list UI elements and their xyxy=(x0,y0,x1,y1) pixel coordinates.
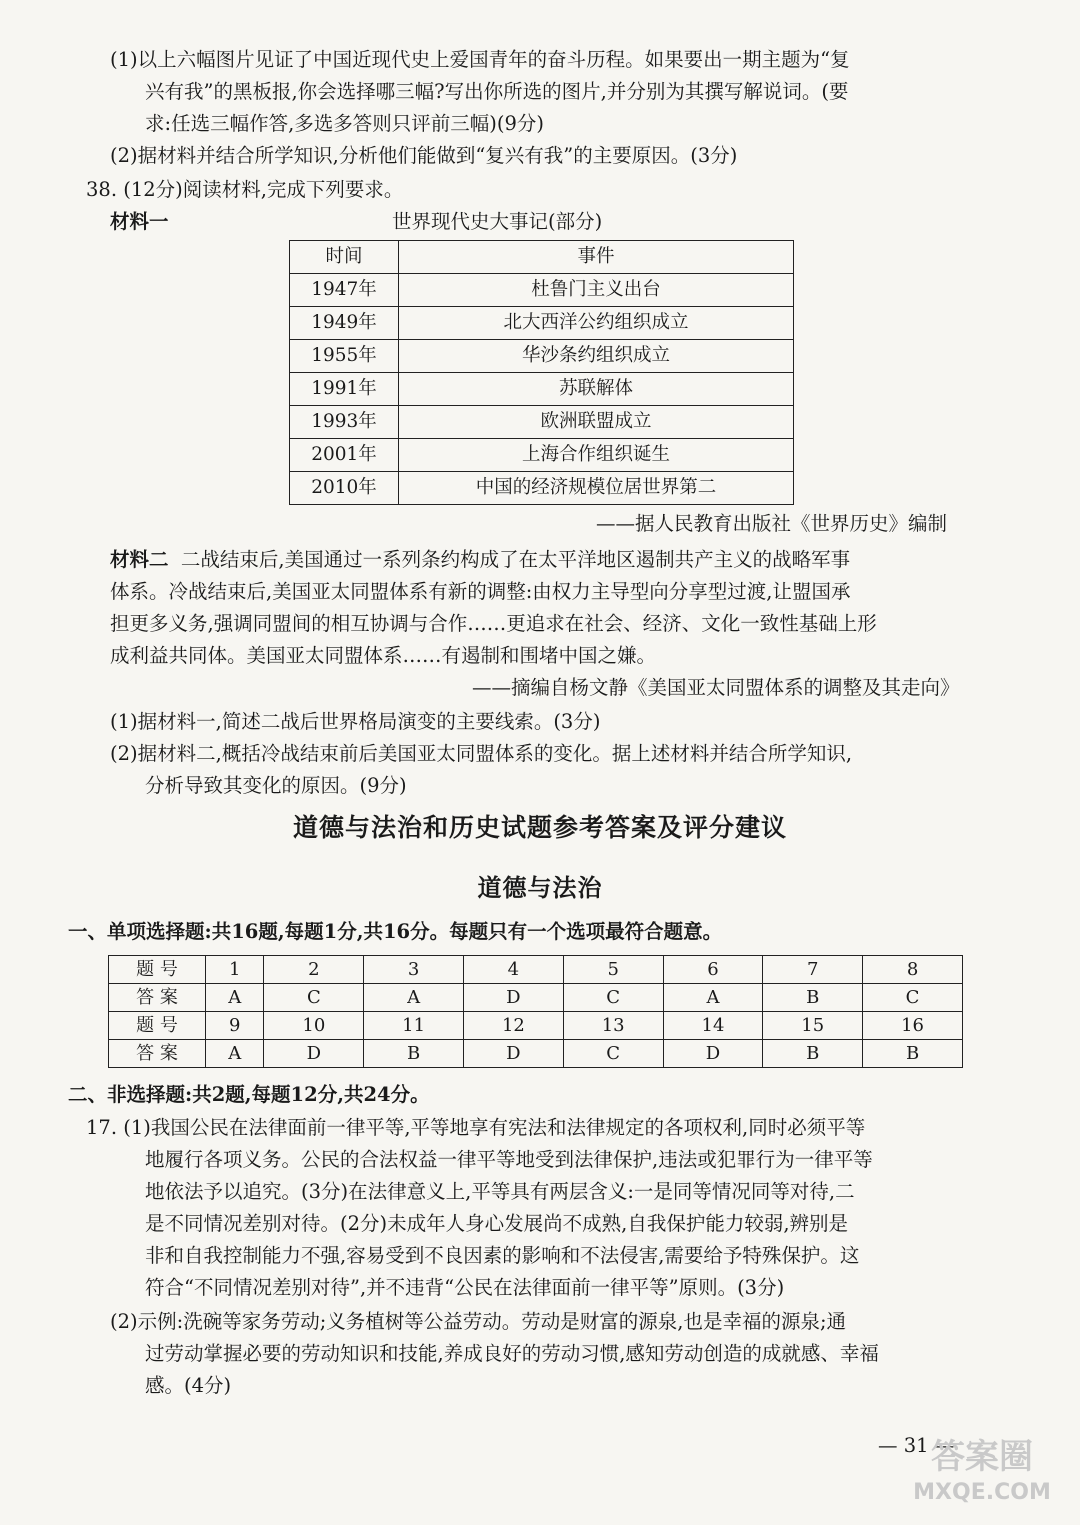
question-number: 6 xyxy=(663,956,763,984)
events-header-row xyxy=(290,241,794,274)
event-year: 2001年 xyxy=(290,439,399,472)
event-year: 1955年 xyxy=(290,340,399,373)
q38-sub2-line1: (2)据材料二,概括冷战结束前后美国亚太同盟体系的变化。据上述材料并结合所学知识, xyxy=(110,742,853,765)
question-number: 3 xyxy=(364,956,464,984)
answer-letter: A xyxy=(206,984,264,1012)
answer-key-subject: 道德与法治 xyxy=(477,873,603,902)
event-name: 欧洲联盟成立 xyxy=(399,406,794,439)
watermark-logo-text: 答案圈 xyxy=(931,1437,1033,1477)
answer-letter: D xyxy=(663,1040,763,1068)
table-row xyxy=(290,406,794,439)
material-one-label: 材料一 xyxy=(110,210,169,233)
row-label: 题 号 xyxy=(109,1012,206,1040)
event-name: 华沙条约组织成立 xyxy=(399,340,794,373)
event-name: 中国的经济规模位居世界第二 xyxy=(399,472,794,505)
q17-line6: 符合“不同情况差别对待”,并不违背“公民在法律面前一律平等”原则。(3分) xyxy=(145,1276,785,1299)
q37-part1-line2: 兴有我”的黑板报,你会选择哪三幅?写出你所选的图片,并分别为其撰写解说词。(要 xyxy=(145,80,849,103)
q37-part2: (2)据材料并结合所学知识,分析他们能做到“复兴有我”的主要原因。(3分) xyxy=(110,144,738,167)
answer-letter: B xyxy=(763,984,863,1012)
event-name: 上海合作组织诞生 xyxy=(399,439,794,472)
question-number: 9 xyxy=(206,1012,264,1040)
answer-letter: A xyxy=(364,984,464,1012)
question-number: 12 xyxy=(464,1012,564,1040)
material-one-source: ——据人民教育出版社《世界历史》编制 xyxy=(596,512,948,535)
q17-line5: 非和自我控制能力不强,容易受到不良因素的影响和不法侵害,需要给予特殊保护。这 xyxy=(145,1244,860,1267)
table-row xyxy=(290,307,794,340)
table-row xyxy=(290,439,794,472)
question-number: 8 xyxy=(863,956,963,984)
q38-sub1: (1)据材料一,简述二战后世界格局演变的主要线索。(3分) xyxy=(110,710,601,733)
answer-letter: B xyxy=(863,1040,963,1068)
answer-letter: A xyxy=(663,984,763,1012)
answer-letter: C xyxy=(863,984,963,1012)
answer-letter: C xyxy=(563,984,663,1012)
question-number: 5 xyxy=(563,956,663,984)
q37-part1-line1: (1)以上六幅图片见证了中国近现代史上爱国青年的奋斗历程。如果要出一期主题为“复 xyxy=(110,48,850,71)
event-year: 1947年 xyxy=(290,274,399,307)
answer-letter: A xyxy=(206,1040,264,1068)
header-time: 时间 xyxy=(290,241,399,274)
q37-part1-line3: 求:任选三幅作答,多选多答则只评前三幅)(9分) xyxy=(145,112,544,135)
answer-key-title: 道德与法治和历史试题参考答案及评分建议 xyxy=(292,813,787,842)
answer-letter: D xyxy=(264,1040,364,1068)
section-one-heading: 一、单项选择题:共16题,每题1分,共16分。每题只有一个选项最符合题意。 xyxy=(68,920,723,943)
answer-letter: C xyxy=(563,1040,663,1068)
event-name: 北大西洋公约组织成立 xyxy=(399,307,794,340)
question-number: 10 xyxy=(264,1012,364,1040)
table-row xyxy=(290,274,794,307)
section-two-heading: 二、非选择题:共2题,每题12分,共24分。 xyxy=(68,1083,430,1106)
material-two-label: 材料二 xyxy=(110,548,169,571)
watermark-logo xyxy=(902,1435,1062,1515)
events-table xyxy=(289,240,794,505)
question-number: 15 xyxy=(763,1012,863,1040)
material-two-line4: 成利益共同体。美国亚太同盟体系……有遏制和围堵中国之嫌。 xyxy=(110,644,657,667)
question-number: 16 xyxy=(863,1012,963,1040)
header-event: 事件 xyxy=(399,241,794,274)
event-year: 1993年 xyxy=(290,406,399,439)
event-name: 苏联解体 xyxy=(399,373,794,406)
question-number: 4 xyxy=(464,956,564,984)
material-two-text: 二战结束后,美国通过一系列条约构成了在太平洋地区遏制共产主义的战略军事 xyxy=(180,548,851,571)
answer-letter: B xyxy=(364,1040,464,1068)
question-number: 13 xyxy=(563,1012,663,1040)
question-number: 1 xyxy=(206,956,264,984)
q17-part2-line3: 感。(4分) xyxy=(145,1374,232,1397)
q17-line1: 17. (1)我国公民在法律面前一律平等,平等地享有宪法和法律规定的各项权利,同时必须平等 xyxy=(86,1116,866,1139)
material-two-line1 xyxy=(110,544,850,576)
table-row xyxy=(290,472,794,505)
q17-part2-line1: (2)示例:洗碗等家务劳动;义务植树等公益劳动。劳动是财富的源泉,也是幸福的源泉;通 xyxy=(110,1310,847,1333)
table-row xyxy=(109,1040,963,1068)
material-two-line3: 担更多义务,强调同盟间的相互协调与合作……更追求在社会、经济、文化一致性基础上形 xyxy=(110,612,877,635)
event-year: 1949年 xyxy=(290,307,399,340)
row-label: 题 号 xyxy=(109,956,206,984)
material-two-source: ——摘编自杨文静《美国亚太同盟体系的调整及其走向》 xyxy=(472,676,960,699)
answer-letter: D xyxy=(464,1040,564,1068)
q17-line3: 地依法予以追究。(3分)在法律意义上,平等具有两层含义:一是同等情况同等对待,二 xyxy=(145,1180,855,1203)
q17-line2: 地履行各项义务。公民的合法权益一律平等地受到法律保护,违法或犯罪行为一律平等 xyxy=(145,1148,873,1171)
question-number: 2 xyxy=(264,956,364,984)
table-row xyxy=(109,956,963,984)
table-row xyxy=(290,373,794,406)
answer-letter: C xyxy=(264,984,364,1012)
question-number: 14 xyxy=(663,1012,763,1040)
q38-heading: 38. (12分)阅读材料,完成下列要求。 xyxy=(86,178,404,201)
q17-line4: 是不同情况差别对待。(2分)未成年人身心发展尚不成熟,自我保护能力较弱,辨别是 xyxy=(145,1212,849,1235)
event-name: 杜鲁门主义出台 xyxy=(399,274,794,307)
table-row xyxy=(109,984,963,1012)
answers-table xyxy=(108,955,963,1068)
material-two-line2: 体系。冷战结束后,美国亚太同盟体系有新的调整:由权力主导型向分享型过渡,让盟国承 xyxy=(110,580,851,603)
table-row xyxy=(290,340,794,373)
q17-part2-line2: 过劳动掌握必要的劳动知识和技能,养成良好的劳动习惯,感知劳动创造的成就感、幸福 xyxy=(145,1342,879,1365)
event-year: 1991年 xyxy=(290,373,399,406)
watermark-site-text: MXQE.COM xyxy=(913,1480,1051,1505)
q38-sub2-line2: 分析导致其变化的原因。(9分) xyxy=(145,774,407,797)
row-label: 答 案 xyxy=(109,1040,206,1068)
question-number: 11 xyxy=(364,1012,464,1040)
event-year: 2010年 xyxy=(290,472,399,505)
material-one-title: 世界现代史大事记(部分) xyxy=(392,210,603,233)
page-number: — 31 — xyxy=(878,1434,955,1457)
answer-letter: B xyxy=(763,1040,863,1068)
question-number: 7 xyxy=(763,956,863,984)
row-label: 答 案 xyxy=(109,984,206,1012)
answer-letter: D xyxy=(464,984,564,1012)
table-row xyxy=(109,1012,963,1040)
